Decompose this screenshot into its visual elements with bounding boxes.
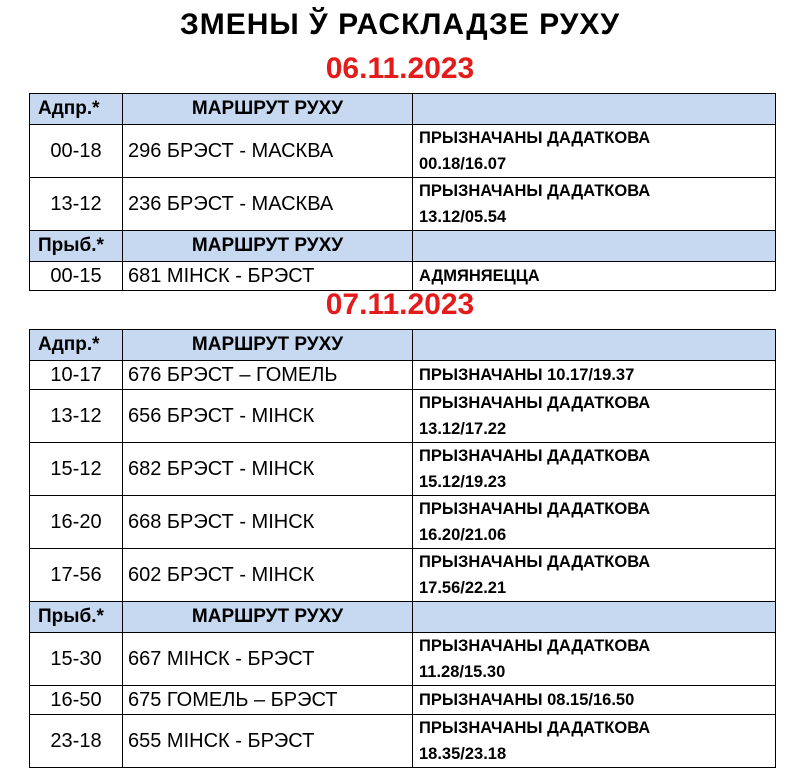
time-cell: 16-50 xyxy=(30,686,123,715)
time-cell: 17-56 xyxy=(30,549,123,602)
time-cell: 10-17 xyxy=(30,361,123,390)
table-row xyxy=(30,686,776,715)
note-cell: ПРЫЗНАЧАНЫ 08.15/16.50 xyxy=(413,686,776,715)
schedule-table-day1 xyxy=(29,93,776,291)
time-cell: 00-18 xyxy=(30,125,123,178)
table-header-row xyxy=(30,602,776,633)
date-heading-day2: 07.11.2023 xyxy=(325,288,475,321)
note-cell xyxy=(413,715,776,768)
note-cell xyxy=(413,549,776,602)
route-cell: 655 МІНСК - БРЭСТ xyxy=(123,715,413,768)
table-row xyxy=(30,715,776,768)
header-note xyxy=(413,94,776,125)
table-row xyxy=(30,443,776,496)
table-row xyxy=(30,390,776,443)
table-row xyxy=(30,549,776,602)
route-cell: 236 БРЭСТ - МАСКВА xyxy=(123,178,413,231)
note-line: ПРЫЗНАЧАНЫ ДАДАТКОВА xyxy=(419,129,651,147)
time-cell: 13-12 xyxy=(30,178,123,231)
note-line: 17.56/22.21 xyxy=(419,579,507,597)
route-cell: 656 БРЭСТ - МІНСК xyxy=(123,390,413,443)
table-row xyxy=(30,125,776,178)
note-line: 13.12/05.54 xyxy=(419,208,507,226)
date-heading-day1: 06.11.2023 xyxy=(325,52,475,85)
page-title: ЗМЕНЫ Ў РАСКЛАДЗЕ РУХУ xyxy=(179,8,621,41)
route-cell: 296 БРЭСТ - МАСКВА xyxy=(123,125,413,178)
table-row xyxy=(30,361,776,390)
note-line: 18.35/23.18 xyxy=(419,745,507,763)
time-cell: 13-12 xyxy=(30,390,123,443)
schedule-table-day2 xyxy=(29,329,776,768)
note-cell xyxy=(413,496,776,549)
note-cell xyxy=(413,390,776,443)
note-line: 16.20/21.06 xyxy=(419,526,507,544)
table-row xyxy=(30,262,776,291)
note-line: ПРЫЗНАЧАНЫ ДАДАТКОВА xyxy=(419,394,651,412)
note-line: ПРЫЗНАЧАНЫ ДАДАТКОВА xyxy=(419,637,651,655)
header-note xyxy=(413,330,776,361)
note-line: 11.28/15.30 xyxy=(419,663,506,681)
note-line: 00.18/16.07 xyxy=(419,155,507,173)
time-cell: 23-18 xyxy=(30,715,123,768)
table-row xyxy=(30,178,776,231)
route-cell: 602 БРЭСТ - МІНСК xyxy=(123,549,413,602)
note-line: 13.12/17.22 xyxy=(419,420,507,438)
note-line: ПРЫЗНАЧАНЫ ДАДАТКОВА xyxy=(419,500,651,518)
header-arrival: Прыб.* xyxy=(30,602,123,633)
note-cell xyxy=(413,125,776,178)
note-cell xyxy=(413,633,776,686)
header-route: МАРШРУТ РУХУ xyxy=(123,231,413,262)
note-cell: АДМЯНЯЕЦЦА xyxy=(413,262,776,291)
route-cell: 682 БРЭСТ - МІНСК xyxy=(123,443,413,496)
note-line: 15.12/19.23 xyxy=(419,473,507,491)
header-note xyxy=(413,231,776,262)
table-header-row xyxy=(30,231,776,262)
header-route: МАРШРУТ РУХУ xyxy=(123,94,413,125)
note-line: ПРЫЗНАЧАНЫ ДАДАТКОВА xyxy=(419,553,651,571)
time-cell: 15-12 xyxy=(30,443,123,496)
note-cell xyxy=(413,443,776,496)
header-departure: Адпр.* xyxy=(30,330,123,361)
time-cell: 00-15 xyxy=(30,262,123,291)
note-line: ПРЫЗНАЧАНЫ ДАДАТКОВА xyxy=(419,447,651,465)
header-route: МАРШРУТ РУХУ xyxy=(123,602,413,633)
route-cell: 667 МІНСК - БРЭСТ xyxy=(123,633,413,686)
header-departure: Адпр.* xyxy=(30,94,123,125)
table-header-row xyxy=(30,330,776,361)
table-row xyxy=(30,496,776,549)
note-line: ПРЫЗНАЧАНЫ ДАДАТКОВА xyxy=(419,182,651,200)
header-note xyxy=(413,602,776,633)
header-arrival: Прыб.* xyxy=(30,231,123,262)
table-header-row xyxy=(30,94,776,125)
table-row xyxy=(30,633,776,686)
note-cell xyxy=(413,178,776,231)
time-cell: 15-30 xyxy=(30,633,123,686)
route-cell: 676 БРЭСТ – ГОМЕЛЬ xyxy=(123,361,413,390)
note-line: ПРЫЗНАЧАНЫ ДАДАТКОВА xyxy=(419,719,651,737)
note-cell: ПРЫЗНАЧАНЫ 10.17/19.37 xyxy=(413,361,776,390)
header-route: МАРШРУТ РУХУ xyxy=(123,330,413,361)
route-cell: 681 МІНСК - БРЭСТ xyxy=(123,262,413,291)
time-cell: 16-20 xyxy=(30,496,123,549)
route-cell: 668 БРЭСТ - МІНСК xyxy=(123,496,413,549)
route-cell: 675 ГОМЕЛЬ – БРЭСТ xyxy=(123,686,413,715)
